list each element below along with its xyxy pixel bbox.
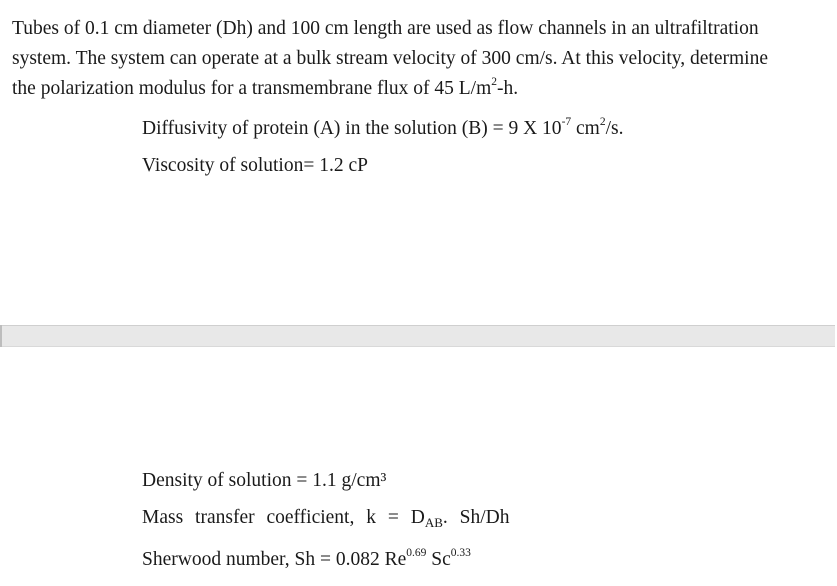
- page-break-band: [0, 325, 835, 347]
- diffusivity-unit-end: /s.: [605, 118, 624, 139]
- problem-line-2: system. The system can operate at a bulk stream velocity of 300 cm/s. At this velocity, determine: [12, 48, 768, 69]
- problem-line-3-text: the polarization modulus for a transmembrane flux of 45 L/m: [12, 78, 492, 99]
- schmidt-symbol: Sc: [426, 549, 451, 570]
- viscosity-line: Viscosity of solution= 1.2 cP: [142, 155, 368, 176]
- sherwood-text: Sherwood number, Sh = 0.082 Re: [142, 549, 407, 570]
- density-line: Density of solution = 1.1 g/cm³: [142, 470, 387, 491]
- mass-transfer-end: . Sh/Dh: [442, 507, 510, 528]
- mass-transfer-text: Mass transfer coefficient, k = D: [142, 507, 425, 528]
- diffusivity-unit: cm: [571, 118, 600, 139]
- problem-line-3: [12, 74, 830, 106]
- problem-statement: [12, 14, 830, 106]
- mass-transfer-line: [142, 507, 509, 529]
- area-exponent: 2: [491, 76, 497, 88]
- sherwood-line: [142, 549, 471, 571]
- diffusivity-subscript: AB: [424, 515, 443, 530]
- problem-line-3-end: -h.: [497, 78, 519, 99]
- diffusivity-unit-exponent: 2: [599, 116, 606, 128]
- problem-line-1: Tubes of 0.1 cm diameter (Dh) and 100 cm length are used as flow channels in an ultrafiltration: [12, 18, 759, 39]
- diffusivity-text: Diffusivity of protein (A) in the solution (B) = 9 X 10: [142, 118, 562, 139]
- page-break-edge: [0, 325, 2, 347]
- schmidt-exponent: 0.33: [450, 547, 471, 559]
- reynolds-exponent: 0.69: [406, 547, 427, 559]
- diffusivity-line: [142, 118, 624, 140]
- diffusivity-exponent: -7: [561, 116, 572, 128]
